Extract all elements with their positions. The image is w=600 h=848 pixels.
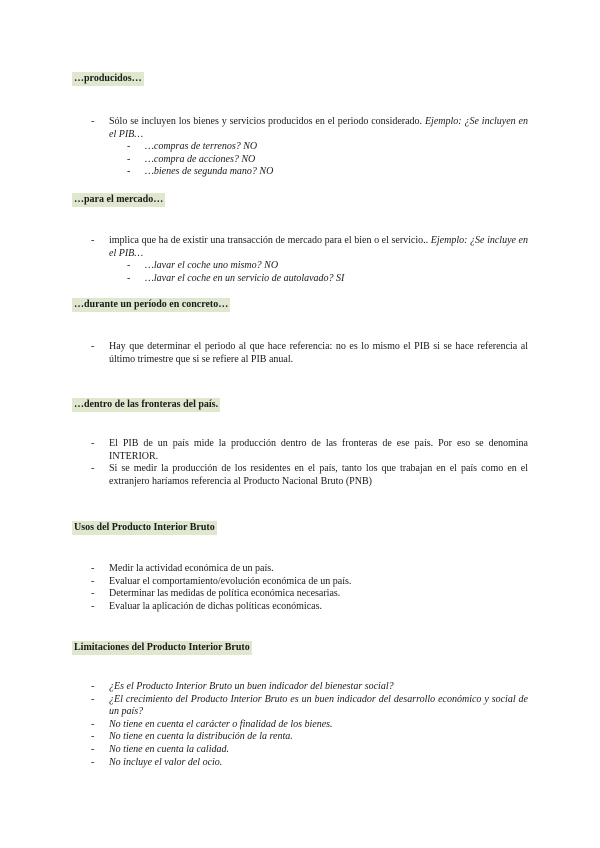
section-heading-mercado: …para el mercado… xyxy=(74,194,164,205)
bullet-dash: - xyxy=(127,153,131,165)
list-item xyxy=(0,744,528,757)
item-text: El PIB de un país mide la producción dentro de las fronteras de ese país. Por eso se denomina INTERIOR. xyxy=(109,438,528,462)
item-text: Evaluar la aplicación de dichas políticas económicas. xyxy=(109,600,322,612)
bullet-dash: - xyxy=(91,575,95,587)
section-list-fronteras xyxy=(0,438,528,488)
section-heading-fronteras: …dentro de las fronteras del país. xyxy=(74,399,219,410)
list-item xyxy=(0,116,528,141)
item-text: Hay que determinar el periodo al que hace referencia: no es lo mismo el PIB si se hace referencia al último trimestre que si se refiere al PIB anual. xyxy=(109,341,528,365)
bullet-dash: - xyxy=(127,260,131,272)
list-item xyxy=(0,719,528,732)
item-text: No tiene en cuenta la distribución de la renta. xyxy=(109,731,293,743)
item-text: Evaluar el comportamiento/evolución económica de un país. xyxy=(109,575,352,587)
section-list-usos xyxy=(0,563,528,613)
sub-item xyxy=(0,154,528,167)
sub-item xyxy=(0,260,528,273)
item-text: implica que ha de existir una transacción de mercado para el bien o el servicio.. xyxy=(109,235,431,246)
bullet-dash: - xyxy=(127,272,131,284)
bullet-dash: - xyxy=(91,718,95,730)
list-item xyxy=(0,694,528,719)
bullet-dash: - xyxy=(127,166,131,178)
sub-item-text: …compra de acciones? NO xyxy=(145,153,256,165)
item-text: ¿Es el Producto Interior Bruto un buen indicador del bienestar social? xyxy=(109,681,394,692)
item-text: Medir la actividad económica de un país. xyxy=(109,563,274,574)
bullet-dash: - xyxy=(91,681,95,692)
list-item xyxy=(0,563,528,576)
item-text: ¿El crecimiento del Producto Interior Bruto es un buen indicador del desarrollo económico y social de un país? xyxy=(109,693,528,718)
bullet-dash: - xyxy=(91,235,95,246)
section-list-limitaciones xyxy=(0,681,528,769)
section-heading-usos: Usos del Producto Interior Bruto xyxy=(74,522,215,533)
bullet-dash: - xyxy=(127,141,131,153)
item-text: No tiene en cuenta el carácter o finalidad de los bienes. xyxy=(109,718,333,730)
bullet-dash: - xyxy=(91,116,95,127)
bullet-dash: - xyxy=(91,563,95,574)
bullet-dash: - xyxy=(91,588,95,600)
section-heading-periodo: …durante un período en concreto… xyxy=(74,299,229,310)
sub-item-text: …compras de terrenos? NO xyxy=(145,141,258,153)
bullet-dash: - xyxy=(91,438,95,449)
list-item xyxy=(0,601,528,614)
sub-item-text: …bienes de segunda mano? NO xyxy=(145,166,274,178)
section-heading-limitaciones: Limitaciones del Producto Interior Bruto xyxy=(74,642,250,653)
bullet-dash: - xyxy=(91,756,95,768)
section-list-producidos xyxy=(0,116,528,179)
sub-item-text: …lavar el coche uno mismo? NO xyxy=(145,260,279,272)
list-item xyxy=(0,438,528,463)
item-example: Ejemplo: ¿Se incluye en el PIB… xyxy=(109,235,528,259)
list-item xyxy=(0,463,528,488)
item-text: Determinar las medidas de política económica necesarias. xyxy=(109,588,341,600)
list-item xyxy=(0,341,528,366)
bullet-dash: - xyxy=(91,731,95,743)
bullet-dash: - xyxy=(91,743,95,755)
item-example: Ejemplo: ¿Se incluyen en el PIB… xyxy=(109,116,528,140)
section-list-periodo xyxy=(0,341,528,366)
section-list-mercado xyxy=(0,235,528,285)
item-text: Sólo se incluyen los bienes y servicios producidos en el periodo considerado. xyxy=(109,116,425,127)
sub-item xyxy=(0,273,528,286)
list-item xyxy=(0,588,528,601)
list-item xyxy=(0,235,528,260)
bullet-dash: - xyxy=(91,341,95,352)
section-heading-producidos: …producidos… xyxy=(74,73,142,84)
item-text: No incluye el valor del ocio. xyxy=(109,756,223,768)
list-item xyxy=(0,757,528,770)
bullet-dash: - xyxy=(91,600,95,612)
list-item xyxy=(0,731,528,744)
item-text: Si se medir la producción de los residentes en el país, tanto los que trabajan en el país como en el extranjero haríamos referencia al Producto Nacional Bruto (PNB) xyxy=(109,463,528,487)
bullet-dash: - xyxy=(91,693,95,705)
sub-item xyxy=(0,166,528,179)
list-item xyxy=(0,576,528,589)
list-item xyxy=(0,681,528,694)
item-text: No tiene en cuenta la calidad. xyxy=(109,743,229,755)
sub-item-text: …lavar el coche en un servicio de autolavado? SI xyxy=(145,272,345,284)
bullet-dash: - xyxy=(91,463,95,475)
sub-item xyxy=(0,141,528,154)
